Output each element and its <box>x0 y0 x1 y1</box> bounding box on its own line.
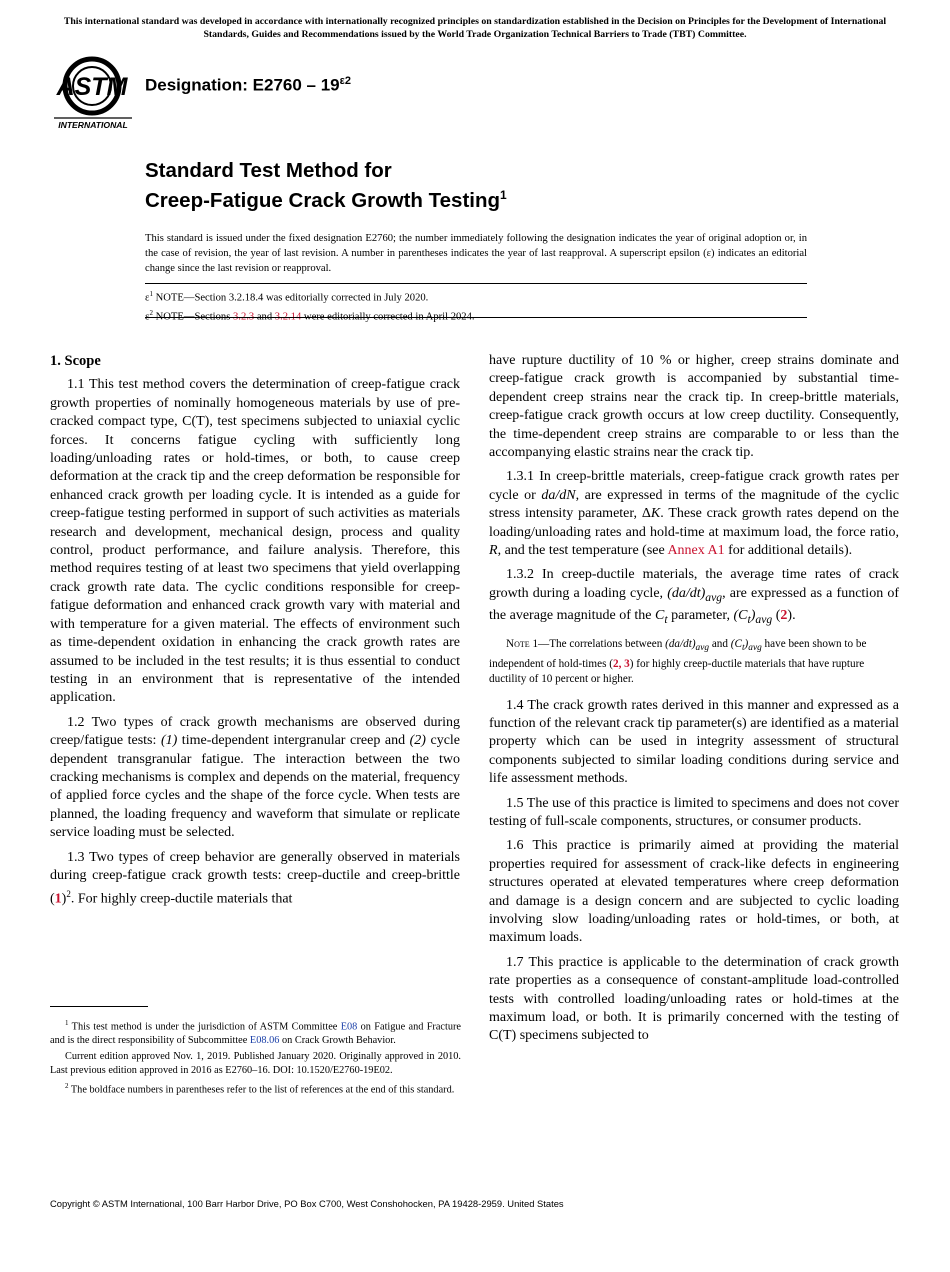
reference-link-1[interactable]: 1 <box>54 892 62 908</box>
reference-link-2[interactable]: 2 <box>780 608 788 624</box>
designation <box>145 75 351 96</box>
footnote-edition: Current edition approved Nov. 1, 2019. Published January 2020. Originally approved in 2010. Last previous edition approved in 2016 as E2760–16. DOI: 10.1520/E2760-19E02. <box>50 1051 461 1076</box>
title-footnote-marker: 1 <box>500 188 507 202</box>
committee-link-e08[interactable]: E08 <box>340 1021 358 1033</box>
right-column <box>489 352 899 1052</box>
paragraph-1-5: 1.5 The use of this practice is limited to specimens and does not cover testing of full-scale components, structures, or consumer products. <box>489 795 899 829</box>
annex-a1-link[interactable]: Annex A1 <box>667 543 725 559</box>
title-line-2: Creep-Fatigue Crack Growth Testing <box>145 188 501 212</box>
title-line-1: Standard Test Method for <box>145 159 392 182</box>
footnote-2: $^2$ The boldface numbers in parentheses refer to the list of references at the end of this standard. <box>65 1082 455 1096</box>
designation-label: Designation: E2760 – 19 <box>145 75 340 95</box>
paragraph-1-3-1: 1.3.1 In creep-brittle materials, creep-fatigue crack growth rates per cycle or da/dN, are expressed in terms of the magnitude of the cyclic stress intensity parameter, ΔK. These crack growth rates depend on the loading/unloading rates and hold-time at maximum load, the force ratio, R, and the test temperature (see Annex A1 for additional details). <box>489 469 900 559</box>
wto-notice: This international standard was developed in accordance with internationally recognized principles on standardization established in the Decision on Principles for the Development of International Standards, Guides and Recommendations issued by the World Trade Organization Technical Barriers to Trade (TBT) Committee. <box>63 16 887 40</box>
logo-text: ASTM <box>56 73 128 101</box>
copyright-footer: Copyright © ASTM International, 100 Barr Harbor Drive, PO Box C700, West Conshohocken, PA 19428-2959. United States <box>50 1198 564 1209</box>
footnote-1: $^1$ This test method is under the jurisdiction of ASTM Committee E08 on Fatigue and Fracture and is the direct responsibility of Subcommittee E08.06 on Crack Growth Behavior. <box>50 1019 462 1046</box>
paragraph-1-3-2: 1.3.2 In creep-ductile materials, the average time rates of crack growth during a loading cycle, $(da/dt)_{avg}$, are expressed as a function of the average magnitude of the $C_t$ parameter, $(C_t)_{avg}$ (2). <box>489 567 900 626</box>
issued-statement: This standard is issued under the fixed designation E2760; the number immediately following the designation indicates the year of original adoption or, in the case of revision, the year of last revision. A number in parentheses indicates the year of last reapproval. A superscript epsilon (ε) indicates an editorial change since the last revision or reapproval. <box>145 233 807 274</box>
left-column <box>50 352 460 915</box>
note-1: Note 1—The correlations between $(da/dt)_{avg}$ and $(C_t)_{avg}$ have been shown to be independent of hold-times (2, 3) for highly creep-ductile materials that have rupture ductility of 10 percent or higher. <box>489 638 867 685</box>
paragraph-1-6: 1.6 This practice is primarily aimed at providing the material properties required for assessment of crack-like defects in engineering structures operated at elevated temperatures where creep deformation and damage is a design concern and are subjected to cyclic loading involving slow loading/unloading rates or hold-times, or both, at maximum loads. <box>489 838 899 946</box>
paragraph-1-3-continued: have rupture ductility of 10 % or higher, creep strains dominate and creep-fatigue crack growth is accompanied by substantial time-dependent creep strains near the crack tip. In creep-brittle materials, creep-fatigue crack growth occurs at low creep ductility. Consequently, the time-dependent creep strains are comparable to or less than the accompanying elastic strains near the crack tip. <box>489 353 899 461</box>
paragraph-1-3: 1.3 Two types of creep behavior are generally observed in materials during creep-fatigue crack growth tests: creep-ductile and creep-brittle $(1)^2$. For highly creep-ductile materials that <box>50 849 460 908</box>
reference-link-2-3[interactable]: 2, 3 <box>612 657 630 670</box>
paragraph-1-1: 1.1 This test method covers the determination of creep-fatigue crack growth properties of nominally homogeneous materials by use of pre-cracked compact type, C(T), test specimens subjected to uniaxial cyclic forces. It concerns fatigue cycling with sufficiently long loading/unloading rates or hold-times, or both, to cause creep deformation at the crack tip and the creep deformation be responsible for enhanced crack growth per loading cycle. It is intended as a guide for creep-fatigue testing performed in support of such activities as materials research and development, mechanical design, process and quality control, product performance, and failure analysis. Therefore, this method requires testing of at least two specimens that yield overlapping crack growth rate data. The cyclic conditions responsible for creep-fatigue deformation and enhanced crack growth vary with material and with temperature for a given material. The effects of environment such as time-dependent oxidation in enhancing the crack growth rates are assumed to be included in the test results; it is thus essential to conduct testing in an environment that is representative of the intended application. <box>50 377 460 706</box>
page-title <box>145 158 507 213</box>
editorial-notes <box>145 287 807 325</box>
astm-logo <box>52 56 134 132</box>
section-link-3-2-3[interactable]: 3.2.3 <box>233 311 255 323</box>
editorial-note-1: $\varepsilon^1$ NOTE—Section 3.2.18.4 was editorially corrected in July 2020. <box>145 290 429 304</box>
paragraph-1-4: 1.4 The crack growth rates derived in this manner and expressed as a function of the relevant crack tip parameter(s) are identified as a material property which can be used in integrity assessment of structural components subjected to similar loading conditions during service and life assessment methods. <box>489 697 899 787</box>
logo-subtext: INTERNATIONAL <box>58 120 128 130</box>
section-heading-scope: 1. Scope <box>50 353 101 369</box>
footnotes <box>50 1017 461 1100</box>
divider-top <box>145 283 807 284</box>
designation-epsilon: ε2 <box>339 75 351 87</box>
paragraph-1-2: 1.2 Two types of crack growth mechanisms are observed during creep/fatigue tests: (1) time-dependent intergranular creep and (2) cycle dependent transgranular fatigue. The interaction between the two cracking mechanisms is complex and depends on the material, frequency of applied force cycles and the shape of the force cycle. When tests are planned, the loading frequency and waveform that simulate or replicate service loading must be selected. <box>50 714 461 841</box>
divider-bottom <box>145 317 807 318</box>
editorial-note-2: $\varepsilon^2$ NOTE—Sections 3.2.3 and 3.2.14 were editorially corrected in April 2024. <box>145 309 475 323</box>
paragraph-1-7: 1.7 This practice is applicable to the determination of crack growth rate properties as a consequence of constant-amplitude load-controlled tests with controlled loading/unloading rates or hold-times at the maximum load, or both. It is primarily concerned with the testing of C(T) specimens subjected to <box>489 954 899 1044</box>
footnote-divider <box>50 1006 148 1007</box>
subcommittee-link-e08-06[interactable]: E08.06 <box>249 1034 280 1046</box>
section-link-3-2-14[interactable]: 3.2.14 <box>274 311 302 323</box>
